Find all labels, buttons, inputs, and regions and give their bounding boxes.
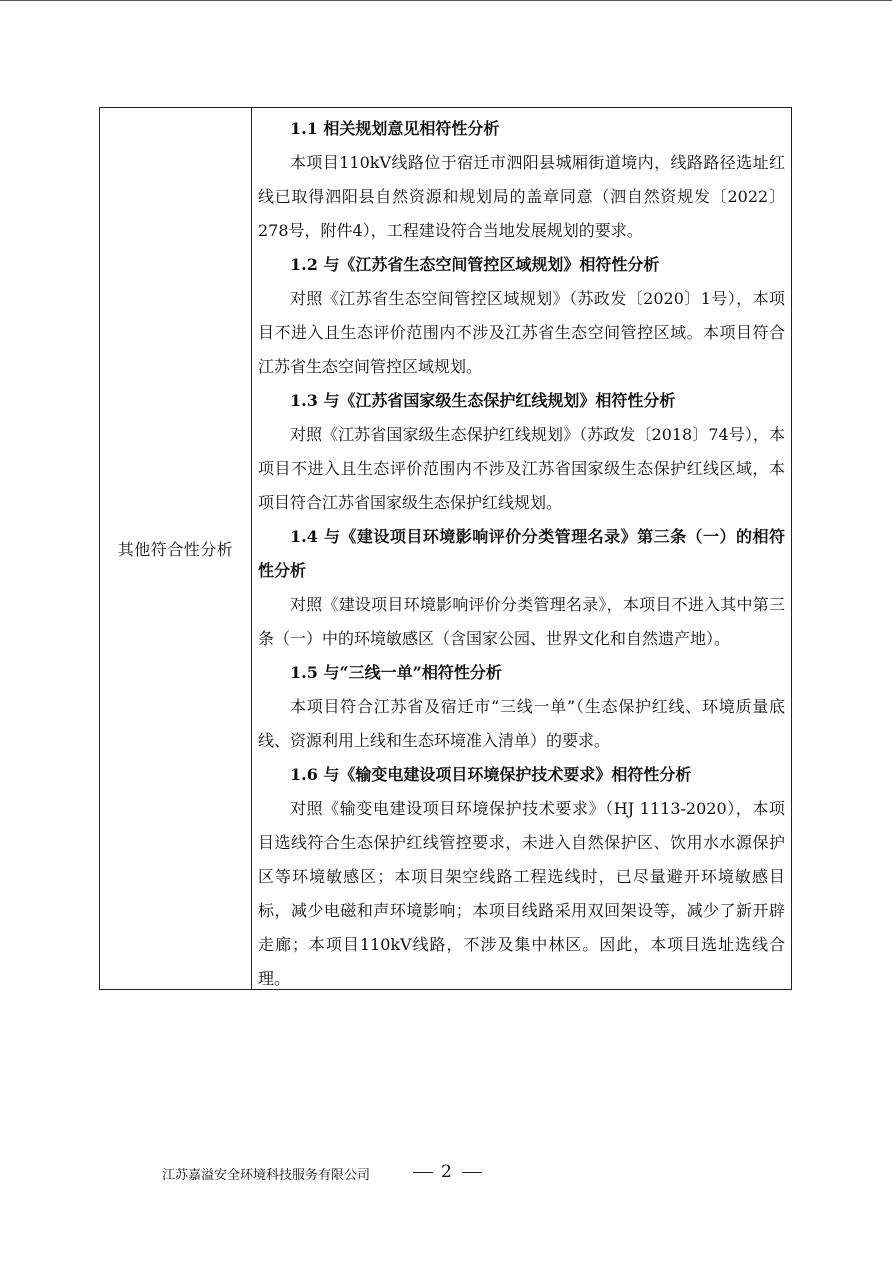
row-label: 其他符合性分析 (117, 540, 234, 559)
section-body-1-3: 对照《江苏省国家级生态保护红线规划》（苏政发〔2018〕74号），本项目不进入且生态评价范围内不涉及江苏省国家级生态保护红线区域，本项目符合江苏省国家级生态保护红线规划。 (258, 425, 785, 512)
section-heading-1-3: 1.3 与《江苏省国家级生态保护红线规划》相符性分析 (290, 391, 676, 410)
top-border-line (0, 0, 892, 1)
section-heading-1-4: 1.4 与《建设项目环境影响评价分类管理名录》第三条（一）的相符性分析 (258, 527, 785, 580)
section-heading-1-6: 1.6 与《输变电建设项目环境保护技术要求》相符性分析 (290, 765, 692, 784)
page-footer (0, 1164, 892, 1192)
page-number-left-dash (413, 1172, 433, 1173)
page-number (405, 1162, 490, 1182)
section-heading-1-1: 1.1 相关规划意见相符性分析 (290, 119, 500, 138)
footer-company-name: 江苏嘉溢安全环境科技服务有限公司 (162, 1168, 371, 1183)
analysis-table (99, 107, 792, 990)
section-body-1-4: 对照《建设项目环境影响评价分类管理名录》，本项目不进入其中第三条（一）中的环境敏感区（含国家公园、世界文化和自然遗产地）。 (258, 595, 785, 648)
section-body-1-6: 对照《输变电建设项目环境保护技术要求》（HJ 1113-2020），本项目选线符合生态保护红线管控要求，未进入自然保护区、饮用水水源保护区等环境敏感区；本项目架空线路工程选线时，已尽量避开环境敏感目标，减少电磁和声环境影响；本项目线路采用双回架设等，减少了新开辟走廊；本项目110kV线路，不涉及集中林区。因此，本项目选址选线合理。 (258, 799, 785, 988)
section-body-1-5: 本项目符合江苏省及宿迁市“三线一单”（生态保护红线、环境质量底线、资源利用上线和生态环境准入清单）的要求。 (258, 697, 785, 750)
row-label-cell (100, 108, 252, 989)
section-heading-1-2: 1.2 与《江苏省生态空间管控区域规划》相符性分析 (290, 255, 660, 274)
section-body-1-1: 本项目110kV线路位于宿迁市泗阳县城厢街道境内，线路路径选址红线已取得泗阳县自然资源和规划局的盖章同意（泗自然资规发〔2022〕278号，附件4），工程建设符合当地发展规划的要求。 (258, 153, 785, 240)
section-body-1-2: 对照《江苏省生态空间管控区域规划》（苏政发〔2020〕1号），本项目不进入且生态评价范围内不涉及江苏省生态空间管控区域。本项目符合江苏省生态空间管控区域规划。 (258, 289, 785, 376)
page-number-value: 2 (441, 1162, 454, 1182)
section-heading-1-5: 1.5 与“三线一单”相符性分析 (290, 663, 502, 682)
content-cell (252, 108, 791, 989)
page-number-right-dash (462, 1172, 482, 1173)
